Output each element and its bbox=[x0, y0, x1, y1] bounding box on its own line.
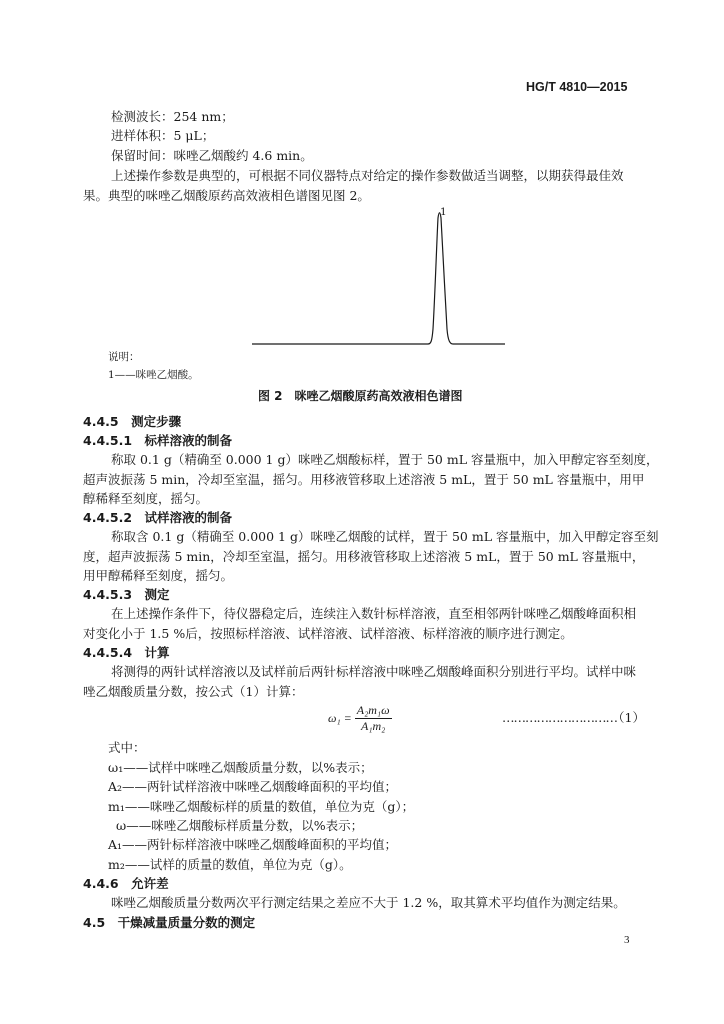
page-number: 3 bbox=[624, 934, 630, 946]
param-wavelength: 检测波长：254 nm； bbox=[111, 109, 234, 124]
chromatogram-figure bbox=[250, 205, 510, 355]
section-4-4-5-4-line-1: 将测得的两针试样溶液以及试样前后两针标样溶液中咪唑乙烟酸峰面积分别进行平均。试样中咪 bbox=[111, 664, 637, 679]
section-4-4-5-3-line-2: 对变化小于 1.5 %后，按照标样溶液、试样溶液、试样溶液、标样溶液的顺序进行测定。 bbox=[83, 626, 573, 641]
section-4-4-6-line-1: 咪唑乙烟酸质量分数两次平行测定结果之差应不大于 1.2 %，取其算术平均值作为测定结果。 bbox=[111, 895, 626, 910]
formula-numerator: A₂m₁ω bbox=[356, 703, 390, 717]
where-item: m₂——试样的质量的数值，单位为克（g）。 bbox=[108, 857, 352, 872]
chromatogram-trace bbox=[252, 213, 505, 344]
note-line-1: 上述操作参数是典型的，可根据不同仪器特点对给定的操作参数做适当调整，以期获得最佳效 bbox=[111, 168, 624, 183]
section-4-4-5-1-line-2: 超声波振荡 5 min，冷却至室温，摇匀。用移液管移取上述溶液 5 mL，置于 50 mL 容量瓶中，用甲 bbox=[83, 472, 645, 487]
section-4-4-5-1-line-1: 称取 0.1 g（精确至 0.000 1 g）咪唑乙烟酸标样，置于 50 mL 容量瓶中，加入甲醇定容至刻度， bbox=[111, 452, 659, 467]
section-4-4-5-2-line-1: 称取含 0.1 g（精确至 0.000 1 g）咪唑乙烟酸的试样，置于 50 mL 容量瓶中，加入甲醇定容至刻 bbox=[111, 529, 659, 544]
peak-label: 1 bbox=[440, 206, 447, 218]
param-retention: 保留时间：咪唑乙烟酸约 4.6 min。 bbox=[111, 148, 313, 163]
standard-number: HG/T 4810—2015 bbox=[526, 80, 628, 94]
where-item: A₂——两针试样溶液中咪唑乙烟酸峰面积的平均值； bbox=[108, 779, 398, 794]
section-4-4-5-heading: 4.4.5 测定步骤 bbox=[83, 414, 182, 429]
section-4-4-5-1-line-3: 醇稀释至刻度，摇匀。 bbox=[83, 491, 209, 506]
formula-lhs: ω₁ = bbox=[328, 711, 352, 725]
formula-dots: ………………………… bbox=[502, 710, 617, 725]
formula-number: （1） bbox=[612, 710, 645, 725]
formula-fraction bbox=[355, 703, 392, 734]
where-item: A₁——两针标样溶液中咪唑乙烟酸峰面积的平均值； bbox=[108, 837, 398, 852]
section-4-4-5-2-heading: 4.4.5.2 试样溶液的制备 bbox=[83, 510, 233, 525]
section-4-4-6-heading: 4.4.6 允许差 bbox=[83, 876, 169, 891]
figure-legend-title: 说明： bbox=[108, 351, 140, 363]
formula-1 bbox=[328, 703, 392, 734]
section-4-4-5-2-line-3: 用甲醇稀释至刻度，摇匀。 bbox=[83, 568, 234, 583]
formula-denominator: A₁m₂ bbox=[360, 719, 386, 733]
figure-caption: 图 2 咪唑乙烟酸原药高效液相色谱图 bbox=[258, 389, 463, 403]
section-4-4-5-1-heading: 4.4.5.1 标样溶液的制备 bbox=[83, 433, 233, 448]
section-4-4-5-3-line-1: 在上述操作条件下，待仪器稳定后，连续注入数针标样溶液，直至相邻两针咪唑乙烟酸峰面积相 bbox=[111, 606, 637, 621]
section-4-4-5-2-line-2: 度，超声波振荡 5 min，冷却至室温，摇匀。用移液管移取上述溶液 5 mL，置于 50 mL 容量瓶中， bbox=[83, 549, 645, 564]
where-item: ω——咪唑乙烟酸标样质量分数，以%表示； bbox=[116, 818, 364, 833]
where-item: ω₁——试样中咪唑乙烟酸质量分数，以%表示； bbox=[108, 760, 373, 775]
section-4-4-5-4-line-2: 唑乙烟酸质量分数，按公式（1）计算： bbox=[83, 684, 304, 699]
where-item: m₁——咪唑乙烟酸标样的质量的数值，单位为克（g）； bbox=[108, 799, 415, 814]
note-line-2: 果。典型的咪唑乙烟酸原药高效液相色谱图见图 2。 bbox=[83, 188, 370, 203]
where-title: 式中： bbox=[108, 740, 146, 755]
section-4-4-5-3-heading: 4.4.5.3 测定 bbox=[83, 587, 170, 602]
section-4-4-5-4-heading: 4.4.5.4 计算 bbox=[83, 645, 170, 660]
figure-legend-item: 1——咪唑乙烟酸。 bbox=[108, 369, 199, 381]
section-4-5-heading: 4.5 干燥减量质量分数的测定 bbox=[83, 915, 256, 930]
param-volume: 进样体积：5 μL； bbox=[111, 128, 215, 143]
